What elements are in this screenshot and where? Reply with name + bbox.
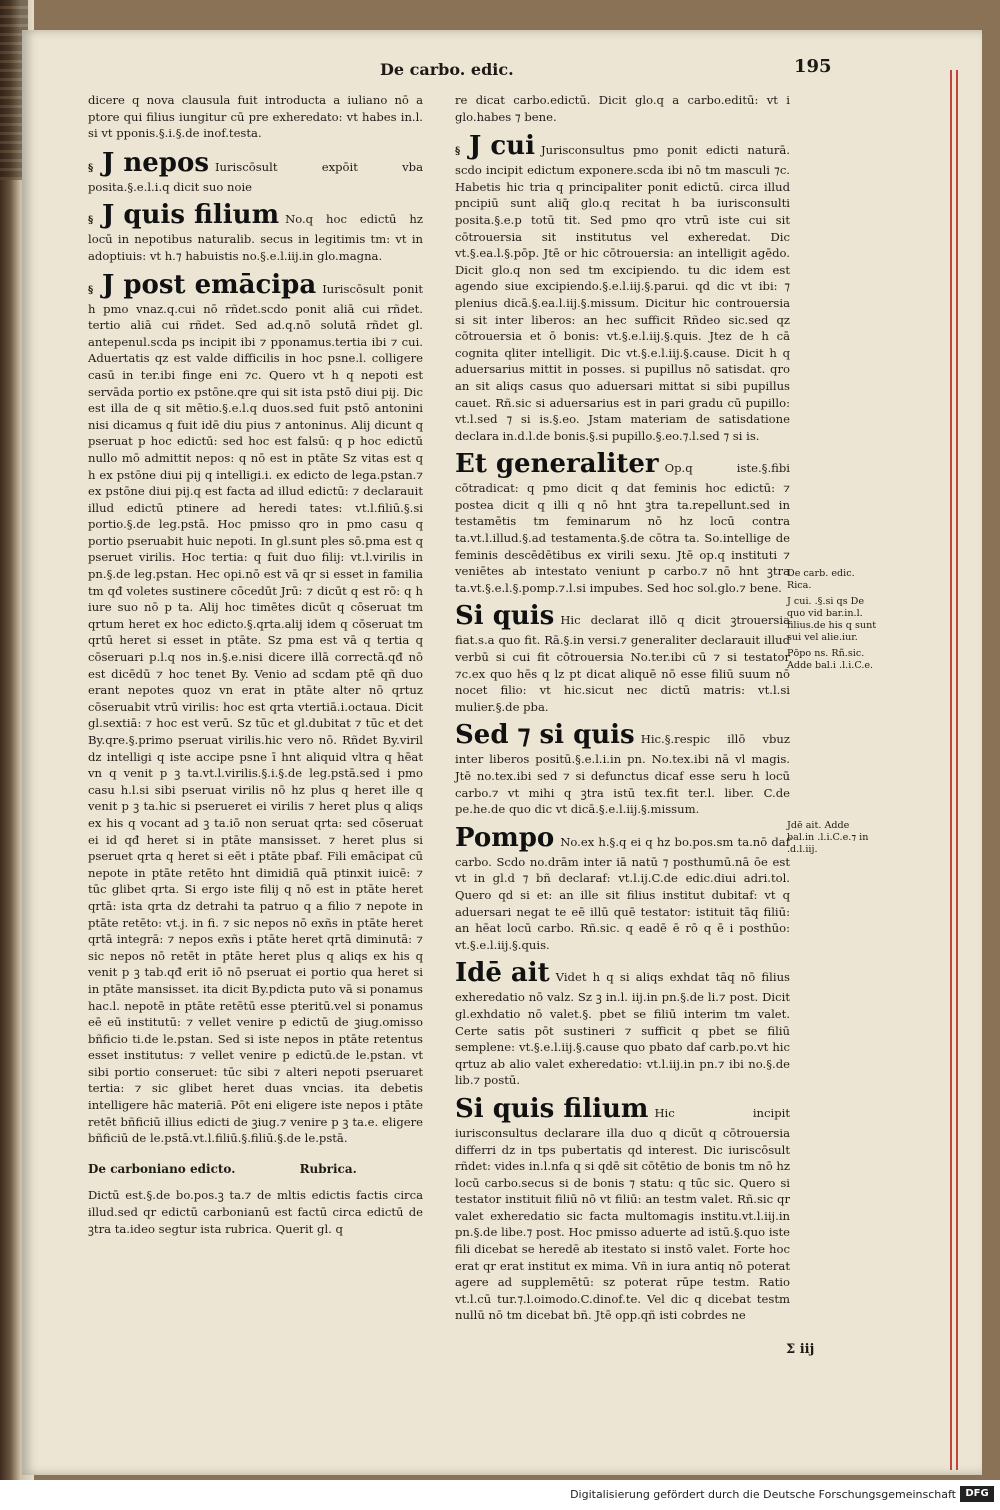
rubric-label: Rubrica.: [299, 1161, 357, 1176]
red-margin-rule-2: [956, 70, 958, 1470]
lemma-text: Hic declarat illō q dicit ꝫtrouersia fiat.s.a quo fit. Rā.§.in versi.⁊ generaliter declarauit illud verbū si cui fit cōtrouersia No.ter.ibi cū ⁊ si testator ⁊c.ex quo hēs q lz pt dicat aliquē nō esse filiū suum nō nocet filio: vt hic.sicut nec dictū matris: vt.l.si mulier.§.de pba.: [455, 613, 790, 714]
lemma-block: [88, 267, 423, 1147]
footer-bar: [0, 1480, 1000, 1510]
lemma-text: Videt h q si aliqs exhdat tāq nō filius exheredatio nō valz. Sz ꝫ in.l. iij.in pn.§.de li.⁊ post. Dicit gl.exhdatio nō valet.§. pbet se filiū interim tm valet. Certe satis pōt sustineri ⁊ sufficit q pbet se filiū semplene: vt.§.e.l.iij.§.cause quo pbato daf carb.po.vt hic qrtuz ab alio valet exheredatio: vt.l.iij.in pn.⁊ ibi no.§.de lib.⁊ postū.: [455, 970, 790, 1088]
lemma-heading: J post emācipa: [102, 269, 317, 300]
margin-spacer: [787, 676, 877, 816]
lemma-heading: J quis filium: [102, 200, 280, 231]
margin-note: Jdē ait. Adde bal.in .l.i.C.e.⁊ in .d.l.iij.: [787, 820, 869, 855]
paragraph-marker: §: [88, 284, 94, 296]
lemma-heading: J cui: [469, 131, 535, 162]
red-margin-rule: [950, 70, 952, 1470]
right-column: [455, 92, 790, 1326]
rubric-title: De carboniano edicto.: [88, 1161, 236, 1176]
margin-note: Pōpo ns. Rñ.sic. Adde bal.i .l.i.C.e.: [787, 648, 874, 671]
lemma-heading: Pompo: [455, 822, 555, 853]
left-intro: dicere q nova clausula fuit introducta a iuliano nō a ptore qui filius iungitur cū pre exheredato: vt habes in.l. si vt pponis.§.i.§.de inof.testa.: [88, 93, 423, 141]
dfg-logo-icon: DFG: [960, 1486, 994, 1502]
left-final-text: Dictū est.§.de bo.pos.ꝫ ta.⁊ de mltis edictis factis circa illud.sed qr edictū carbonianū est factū circa edictū de ꝫtra ta.ideo segtur ista rubrica. Querit gl. q: [88, 1188, 423, 1236]
margin-notes: [787, 568, 877, 860]
lemma-heading: J nepos: [102, 147, 209, 178]
lemma-block: [455, 1091, 790, 1324]
lemma-block: [455, 955, 790, 1089]
lemma-text: Iuriscōsult expōit vba posita.§.e.l.i.q dicit suo noie: [88, 159, 423, 194]
lemma-heading: Si quis: [455, 601, 555, 632]
paragraph-marker: §: [88, 215, 94, 227]
paragraph-marker: §: [455, 146, 461, 158]
lemma-heading: Sed ⁊ si quis: [455, 720, 635, 751]
lemma-heading: Et generaliter: [455, 449, 659, 480]
lemma-heading: Si quis filium: [455, 1093, 649, 1124]
lemma-text: Jurisconsultus pmo ponit edicti naturā. scdo incipit edictum exponere.scda ibi nō tm masculi ⁊c. Habetis hic tria q principaliter ponit edictū. circa illud pncipiū sunt aliq̄ glo.q recitat h ba iurisconsulti posita.§.e.p totū tit. Sed pmo qro vtrū iste cui sit cōtrouersia sit institutus vel exheredat. Dic vt.§.ea.l.§.pōp. Jtē or hic cōtrouersia: an intelligit agēdo. Dicit glo.q non sed tm excipiendo. tu dic idem est agendo siue excipiendo.§.e.l.iij.§.parui. qd dic vt ibi: ⁊ plenius dicā.§.ea.l.iij.§.missum. Dicitur hic controuersia si sit inter liberos: an hec sufficit Rñdeo sic.sed qz cōtrouersia et ō bonis: vt.§.e.l.iij.§.quis. Jtez de h cā cognita qliter intelligit. Dic vt.§.e.l.iij.§.cause. Dicit h q aduersarius mittit in posses. si pupillus nō satisdat. qro an sit aliqs casus quo aduersari mittat si sibi pupillus cauet. Rñ.sic si aduersarius est in pari gradu cū pupillo: vt.l.sed ⁊ si is.§.eo. Jstam materiam de satisdatione declara in.d.l.de bonis.§.si pupillo.§.eo.⁊.l.sed ⁊ si is.: [455, 143, 790, 443]
signature-mark: Σ iij: [786, 1342, 815, 1357]
folio-number: 195: [794, 56, 832, 77]
lemma-block: [455, 598, 790, 715]
lemma-text: No.ex h.§.q ei q hz bo.pos.sm ta.nō daf carbo. Scdo no.drām inter iā natū ⁊ posthumū.nā ōe est vt in gl.d ⁊ bñ declaraf: vt.l.ij.C.de edic.diui adri.tol. Quero qd si et: an ille sit filius institut dubitaf: vt q aduersari negat te eē illū quē testator: istituit tāq filiū: an hēat locū carbo. Rñ.sic. q eadē ē rō q ē i posthūo: vt.§.e.l.iij.§.quis.: [455, 834, 790, 952]
lemma-block: [455, 820, 790, 954]
lemma-text: Hic.§.respic illō vbuz inter liberos positū.§.e.l.i.in pn. No.tex.ibi nā vl magis. Jtē no.tex.ibi sed ⁊ si defunctus dicaf esse seru h locū carbo.⁊ vt mihi q ꝫtra istū tex.fit ter.l. liber. C.de pe.he.de quo dic vt dicā.§.e.l.iij.§.missum.: [455, 732, 790, 817]
lemma-block: [455, 446, 790, 596]
lemma-text: Op.q iste.§.fibi cōtradicat: q pmo dicit q dat feminis hoc edictū: ⁊ postea dicit q illi q nō hnt ꝫtra ta.repellunt.sed in testamētis tm feminarum nō hz locū contra ta.vt.l.illud.§.ad testamenta.§.de cōtra ta. So.intellige de feminis descēdētibus ex virili sexu. Jtē op.q instituti ⁊ veniētes ab intestato veniunt p carbo.⁊ nō hnt ꝫtra ta.vt.§.e.l.§.pomp.⁊.l.si impubes. Sed hoc sol.glo.⁊ bene.: [455, 461, 790, 595]
right-intro: re dicat carbo.edictū. Dicit glo.q a carbo.editū: vt i glo.habes ⁊ bene.: [455, 93, 790, 124]
lemma-heading: Idē ait: [455, 958, 550, 989]
lemma-text: No.q hoc edictū hz locū in nepotibus naturalib. secus in legitimis tm: vt in adoptiuis: vt h.⁊ habuistis no.§.e.l.iij.in glo.magna.: [88, 212, 423, 263]
rubric-line: [88, 1161, 423, 1178]
lemma-block: [88, 145, 423, 196]
lemma-text: Hic incipit iurisconsultus declarare illa duo q dicūt q cōtrouersia differri dz in tps pubertatis qd interest. Dic iuriscōsult rñdet: vides in.l.nfa q si qdē sit cōtētio de bonis tm nō hz locū carbo.secus si de bonis ⁊ statu: q tūc sic. Quero si testator instituit filiū nō vt filiū: an testm valet. Rñ.sic qr valet exheredatio sic facta multomagis institu.vt.l.iij.in pn.§.de libe.⁊ post. Hoc pmisso aduerte ad istū.§.quo iste fili dicebat se heredē ab itestato si instō valet. Forte hoc erat qr erat institut ex mima. Vñ in iura antiq nō poterat agere ad supplemētū: sz poterat rūpe testm. Ratio vt.l.cū tur.⁊.l.oimodo.C.dinof.te. Vel dic q dicebat testm nullū nō tm dicebat bñ. Jtē opp.qñ isti cobrdes ne: [455, 1105, 790, 1323]
lemma-text: Iuriscōsult ponit h pmo vnaz.q.cui nō rñdet.scdo ponit aliā cui rñdet. tertio aliā cui rñdet. Sed ad.q.nō solutā rñdet gl. antepenul.scda ps incipit ibi ⁊ pponamus.tertia ibi ⁊ cui. Aduertatis qz est valde difficilis in hoc psne.l. colligere casū in ter.ibi finge eni ⁊c. Quero vt h q nepoti est servāda portio ex pstōne.qre qui sit ista pstō diui pij. Dic est illa de q sit mētio.§.e.l.q duos.sed fuit pstō antonini nisi dicamus q fuit idē diu pius ⁊ antoninus. Alij dicunt q pseruat p hoc edictū: sed hoc est falsū: q p hoc edictū nullo mō admittit nepos: q nō est in ptāte Sz vitas est q h ex pstōne diui pij q intelligi.i. ex edicto de lega.pstan.⁊ ex pstōne diui pij.q est facta ad illud edictū: ⁊ declarauit illud edictū ptinere ad heredi tates: vt.l.filiū.§.si portio.§.de leg.pstā. Hoc pmisso qro in pmo casu q portio pseruabit huic nepoti. In gl.sunt ples sō.pma est q pseruet virilis. Hoc tertia: q fuit duo filij: vt.l.virilis in pn.§.de leg.pstan. Hec opi.nō est vā qr si esset in familia tm qđ voletes sustinere cōcedūt Jrū: ⁊ dicūt q est rō: q h iure suo nō p ta. Alij hoc timētes dicūt q cōseruat tm qrtum heret ex hoc edicto.§.qrta.alij idem q cōseruat tm qrtū heret si esset in ptāte. Sz pma est vā q tertia q cōseruari p.l.q nos in.§.e.nisi dicere illā correctā.qđ nō est dicēdū ⁊ hoc tenet By. Venio ad scdam ptē qñ duo erant nepotes quoz vn erat in ptāte alter nō qrtuz cōseruabit vtrū virilis: hoc est qrta vtertiā.i.octaua. Dicit gl.sextiā: ⁊ hoc est verū. Sz tūc et gl.dubitat ⁊ tūc et det By.qre.§.primo pseruat virilis.hic vero nō. Rñdet By.viril dz intelligi q iste accipe psne ī hnt aliquid vltra q hēat vn q venit p ꝫ ta.vt.l.virilis.§.i.§.de leg.pstā.sed i pmo casu h.l.si sibi pseruat virilis nō hz plus q heret ille q venit p ꝫ ta.hic si pserueret ei virilis ⁊ heret plus q aliqs ex his q vocant ad ꝫ ta.iō non seruat qrta: sed cōseruat ei id qđ heret si in ptāte mansisset. ⁊ heret plus si pseruet qrta q heret si eēt i ptāte pbaf. Fili emācipat cū nepote in ptāte retēto hnt dimidiā quā ptinxit iuicē: ⁊ tūc glibet qrta. Si ergo iste filij q nō est in ptāte heret qrtā: ista qrta dz detrahi ta patruo q a filio ⁊ nepote in ptāte retēto: vt.j. in fi. ⁊ sic nepos nō exñs in ptāte heret qrtā integrā: ⁊ nepos exñs i ptāte heret qrtā diminutā: ⁊ sic nepos nō retēt in ptāte heret plus q aliqs ex his q venit p ꝫ tab.qđ erit iō nō pseruat ei portio qua heret si in ptāte mansisset. ita dicit By.pdicta puto vā si ponamus hac.l. nepotē in ptāte retētū esse pteritū.vel si ponamus eē eū institutū: ⁊ vellet venire p edictū de ꝫiug.omisso bñficio ti.de le.pstan. Sed si iste nepos in ptāte retentus esset institutus: ⁊ vellet venire p edictū.de le.pstan. vt sibi portio conseruet: tūc sibi ⁊ alteri nepoti pseruaret tertia: ⁊ sic glibet heret duas vncias. ita debetis intelligere hāc materiā. Pōt eni eligere iste nepos i ptāte retēt bñficiū illius edicti de ꝫiug.⁊ venire p ꝫ ta.e. eligere bñficiū de le.pstā.vt.l.filiū.§.filiū.§.de le.pstā.: [88, 281, 423, 1146]
left-column: [88, 92, 423, 1240]
paragraph-marker: §: [88, 162, 94, 174]
lemma-block: [455, 717, 790, 817]
book-page: [22, 30, 982, 1475]
footer-credit: Digitalisierung gefördert durch die Deutsche Forschungsgemeinschaft: [570, 1488, 956, 1501]
lemma-block: [88, 197, 423, 264]
running-head: De carbo. edic.: [380, 60, 514, 79]
margin-note: De carb. edic. Rica.: [787, 568, 855, 591]
margin-note: J cui. .§.si qs De quo vid bar.in.l. filius.de his q sunt sui vel alie.iur.: [787, 596, 877, 643]
lemma-block: [455, 128, 790, 444]
